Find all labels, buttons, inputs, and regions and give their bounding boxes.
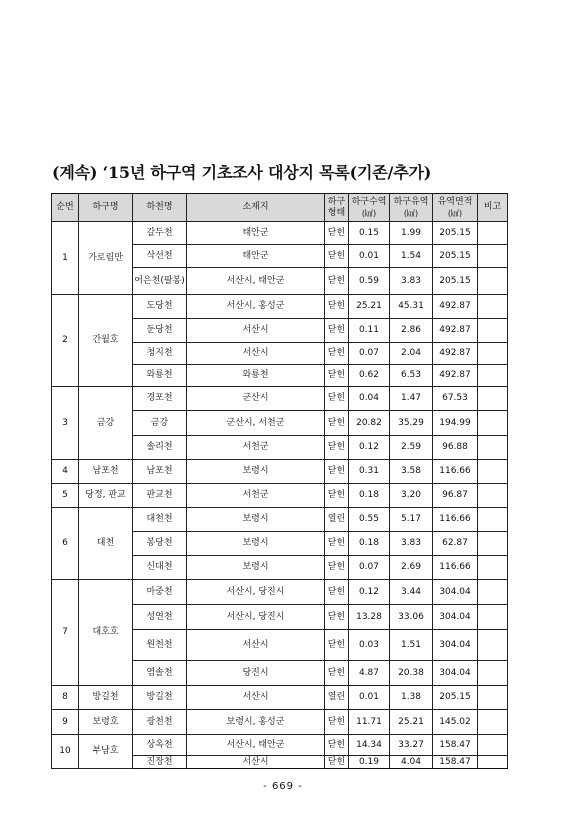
note-cell	[478, 222, 508, 245]
location: 군산시, 서천군	[187, 411, 325, 436]
watershed-area: 492.87	[433, 343, 478, 365]
watershed-area: 492.87	[433, 295, 478, 319]
river-name: 봉당천	[133, 532, 187, 556]
note-cell	[478, 756, 508, 769]
estuary-basin: 5.17	[390, 508, 433, 532]
estuary-area: 0.62	[349, 365, 390, 387]
note-cell	[478, 365, 508, 387]
estuary-area: 0.15	[349, 222, 390, 245]
table-row	[52, 686, 508, 710]
note-cell	[478, 532, 508, 556]
table-row	[52, 735, 508, 756]
river-name: 원천천	[133, 630, 187, 661]
header-estuary: 하구명	[79, 194, 133, 222]
river-name: 염솔천	[133, 661, 187, 686]
estuary-area: 0.11	[349, 319, 390, 343]
river-name: 성연천	[133, 605, 187, 630]
estuary-basin: 33.06	[390, 605, 433, 630]
estuary-name: 당정, 판교	[79, 484, 133, 508]
estuary-basin: 3.83	[390, 532, 433, 556]
watershed-area: 145.02	[433, 710, 478, 735]
header-watershed	[433, 194, 478, 222]
row-num: 5	[52, 484, 79, 508]
river-name: 신대천	[133, 556, 187, 580]
location: 서산시, 당진시	[187, 580, 325, 605]
estuary-type: 닫힌	[325, 387, 349, 411]
table-row	[52, 387, 508, 411]
estuary-type: 닫힌	[325, 268, 349, 295]
estuary-name: 부남호	[79, 735, 133, 769]
note-cell	[478, 436, 508, 460]
table-header-row	[52, 194, 508, 222]
location: 보령시	[187, 508, 325, 532]
header-type-line2: 형태	[327, 207, 346, 218]
estuary-area: 0.01	[349, 245, 390, 268]
river-name: 갈두천	[133, 222, 187, 245]
table-row	[52, 710, 508, 735]
note-cell	[478, 295, 508, 319]
estuary-name: 대천	[79, 508, 133, 580]
estuary-type: 닫힌	[325, 222, 349, 245]
watershed-area: 492.87	[433, 319, 478, 343]
estuary-type: 닫힌	[325, 605, 349, 630]
river-name: 판교천	[133, 484, 187, 508]
location: 서산시	[187, 319, 325, 343]
location: 태안군	[187, 222, 325, 245]
watershed-area: 492.87	[433, 365, 478, 387]
estuary-area: 0.04	[349, 387, 390, 411]
estuary-basin: 3.83	[390, 268, 433, 295]
note-cell	[478, 556, 508, 580]
watershed-area: 116.66	[433, 556, 478, 580]
table-row	[52, 484, 508, 508]
note-cell	[478, 580, 508, 605]
location: 서산시	[187, 756, 325, 769]
river-name: 대천천	[133, 508, 187, 532]
watershed-area: 194.99	[433, 411, 478, 436]
location: 서산시, 태안군	[187, 735, 325, 756]
estuary-name: 보령호	[79, 710, 133, 735]
watershed-area: 67.53	[433, 387, 478, 411]
estuary-basin: 2.86	[390, 319, 433, 343]
estuary-type: 닫힌	[325, 460, 349, 484]
row-num: 10	[52, 735, 79, 769]
watershed-area: 96.87	[433, 484, 478, 508]
estuary-basin: 33.27	[390, 735, 433, 756]
watershed-area: 116.66	[433, 460, 478, 484]
header-estuary-basin-unit: (㎢)	[403, 208, 419, 218]
table-row	[52, 580, 508, 605]
header-estuary-area-unit: (㎢)	[361, 208, 377, 218]
location: 서산시	[187, 343, 325, 365]
watershed-area: 304.04	[433, 605, 478, 630]
note-cell	[478, 460, 508, 484]
estuary-area: 0.18	[349, 484, 390, 508]
estuary-area: 0.55	[349, 508, 390, 532]
estuary-area: 0.59	[349, 268, 390, 295]
estuary-area: 25.21	[349, 295, 390, 319]
header-watershed-label: 유역면적	[437, 196, 473, 207]
row-num: 2	[52, 295, 79, 387]
location: 보령시	[187, 460, 325, 484]
note-cell	[478, 484, 508, 508]
location: 서산시, 당진시	[187, 605, 325, 630]
location: 당진시	[187, 661, 325, 686]
note-cell	[478, 735, 508, 756]
page-title: (계속) ‘15년 하구역 기초조사 대상지 목록(기존/추가)	[52, 163, 432, 182]
row-num: 7	[52, 580, 79, 686]
river-name: 금강	[133, 411, 187, 436]
header-estuary-area	[349, 194, 390, 222]
table-row	[52, 508, 508, 532]
estuary-list-table	[51, 193, 508, 769]
estuary-basin: 35.29	[390, 411, 433, 436]
watershed-area: 205.15	[433, 268, 478, 295]
estuary-basin: 25.21	[390, 710, 433, 735]
estuary-area: 4.87	[349, 661, 390, 686]
note-cell	[478, 245, 508, 268]
note-cell	[478, 411, 508, 436]
location: 서산시	[187, 630, 325, 661]
location: 와룡천	[187, 365, 325, 387]
note-cell	[478, 508, 508, 532]
location: 보령시	[187, 556, 325, 580]
estuary-basin: 3.44	[390, 580, 433, 605]
row-num: 8	[52, 686, 79, 710]
river-name: 광천천	[133, 710, 187, 735]
estuary-name: 방길천	[79, 686, 133, 710]
watershed-area: 158.47	[433, 735, 478, 756]
estuary-type: 닫힌	[325, 365, 349, 387]
estuary-type: 닫힌	[325, 756, 349, 769]
header-river: 하천명	[133, 194, 187, 222]
estuary-type: 닫힌	[325, 245, 349, 268]
estuary-basin: 4.04	[390, 756, 433, 769]
estuary-basin: 1.51	[390, 630, 433, 661]
river-name: 진장천	[133, 756, 187, 769]
estuary-area: 14.34	[349, 735, 390, 756]
header-location: 소재지	[187, 194, 325, 222]
table-row	[52, 222, 508, 245]
estuary-type: 닫힌	[325, 735, 349, 756]
river-name: 어은천(팔봉)	[133, 268, 187, 295]
watershed-area: 62.87	[433, 532, 478, 556]
estuary-type: 닫힌	[325, 319, 349, 343]
estuary-area: 0.12	[349, 436, 390, 460]
estuary-type: 닫힌	[325, 710, 349, 735]
note-cell	[478, 343, 508, 365]
location: 서천군	[187, 436, 325, 460]
header-note: 비고	[478, 194, 508, 222]
estuary-basin: 1.99	[390, 222, 433, 245]
estuary-type: 닫힌	[325, 630, 349, 661]
estuary-basin: 45.31	[390, 295, 433, 319]
header-num: 순번	[52, 194, 79, 222]
river-name: 방길천	[133, 686, 187, 710]
estuary-area: 0.12	[349, 580, 390, 605]
estuary-basin: 2.04	[390, 343, 433, 365]
estuary-type: 닫힌	[325, 295, 349, 319]
note-cell	[478, 605, 508, 630]
watershed-area: 304.04	[433, 630, 478, 661]
note-cell	[478, 686, 508, 710]
river-name: 청지천	[133, 343, 187, 365]
table-row	[52, 295, 508, 319]
river-name: 둔당천	[133, 319, 187, 343]
watershed-area: 205.15	[433, 686, 478, 710]
estuary-type: 닫힌	[325, 411, 349, 436]
watershed-area: 158.47	[433, 756, 478, 769]
table-row	[52, 460, 508, 484]
header-type-line1: 하구	[327, 196, 346, 207]
watershed-area: 116.66	[433, 508, 478, 532]
note-cell	[478, 319, 508, 343]
river-name: 도당천	[133, 295, 187, 319]
watershed-area: 205.15	[433, 222, 478, 245]
watershed-area: 304.04	[433, 580, 478, 605]
location: 서산시	[187, 686, 325, 710]
estuary-type: 닫힌	[325, 556, 349, 580]
location: 군산시	[187, 387, 325, 411]
estuary-basin: 1.47	[390, 387, 433, 411]
location: 태안군	[187, 245, 325, 268]
estuary-area: 0.18	[349, 532, 390, 556]
note-cell	[478, 630, 508, 661]
page-number: - 669 -	[263, 781, 303, 792]
river-name: 솔리천	[133, 436, 187, 460]
row-num: 1	[52, 222, 79, 295]
estuary-basin: 1.54	[390, 245, 433, 268]
location: 보령시	[187, 532, 325, 556]
watershed-area: 96.88	[433, 436, 478, 460]
estuary-type: 닫힌	[325, 484, 349, 508]
estuary-area: 0.03	[349, 630, 390, 661]
note-cell	[478, 710, 508, 735]
estuary-type: 열린	[325, 508, 349, 532]
estuary-type: 열린	[325, 686, 349, 710]
estuary-name: 가로림만	[79, 222, 133, 295]
river-name: 마중천	[133, 580, 187, 605]
estuary-area: 0.19	[349, 756, 390, 769]
estuary-basin: 3.58	[390, 460, 433, 484]
estuary-type: 닫힌	[325, 436, 349, 460]
row-num: 6	[52, 508, 79, 580]
estuary-type: 닫힌	[325, 343, 349, 365]
estuary-basin: 3.20	[390, 484, 433, 508]
row-num: 9	[52, 710, 79, 735]
note-cell	[478, 661, 508, 686]
table-body	[52, 222, 508, 769]
estuary-basin: 2.69	[390, 556, 433, 580]
location: 서산시, 홍성군	[187, 295, 325, 319]
note-cell	[478, 268, 508, 295]
note-cell	[478, 387, 508, 411]
estuary-type: 닫힌	[325, 661, 349, 686]
header-watershed-unit: (㎢)	[447, 208, 463, 218]
estuary-area: 20.82	[349, 411, 390, 436]
row-num: 4	[52, 460, 79, 484]
estuary-area: 11.71	[349, 710, 390, 735]
estuary-basin: 6.53	[390, 365, 433, 387]
location: 서산시, 태안군	[187, 268, 325, 295]
estuary-area: 0.07	[349, 343, 390, 365]
estuary-name: 대호호	[79, 580, 133, 686]
estuary-area: 0.01	[349, 686, 390, 710]
header-estuary-area-label: 하구수역	[351, 196, 387, 207]
estuary-name: 남포천	[79, 460, 133, 484]
header-estuary-basin-label: 하구유역	[393, 196, 429, 207]
row-num: 3	[52, 387, 79, 460]
estuary-type: 닫힌	[325, 532, 349, 556]
estuary-basin: 2.59	[390, 436, 433, 460]
estuary-area: 0.31	[349, 460, 390, 484]
estuary-area: 13.28	[349, 605, 390, 630]
estuary-basin: 20.38	[390, 661, 433, 686]
estuary-name: 간월호	[79, 295, 133, 387]
header-estuary-basin	[390, 194, 433, 222]
location: 보령시, 홍성군	[187, 710, 325, 735]
river-name: 남포천	[133, 460, 187, 484]
estuary-type: 닫힌	[325, 580, 349, 605]
river-name: 경포천	[133, 387, 187, 411]
location: 서천군	[187, 484, 325, 508]
river-name: 상옥천	[133, 735, 187, 756]
estuary-basin: 1.38	[390, 686, 433, 710]
river-name: 와룡천	[133, 365, 187, 387]
header-type	[325, 194, 349, 222]
estuary-name: 금강	[79, 387, 133, 460]
estuary-area: 0.07	[349, 556, 390, 580]
watershed-area: 304.04	[433, 661, 478, 686]
watershed-area: 205.15	[433, 245, 478, 268]
river-name: 삭선천	[133, 245, 187, 268]
